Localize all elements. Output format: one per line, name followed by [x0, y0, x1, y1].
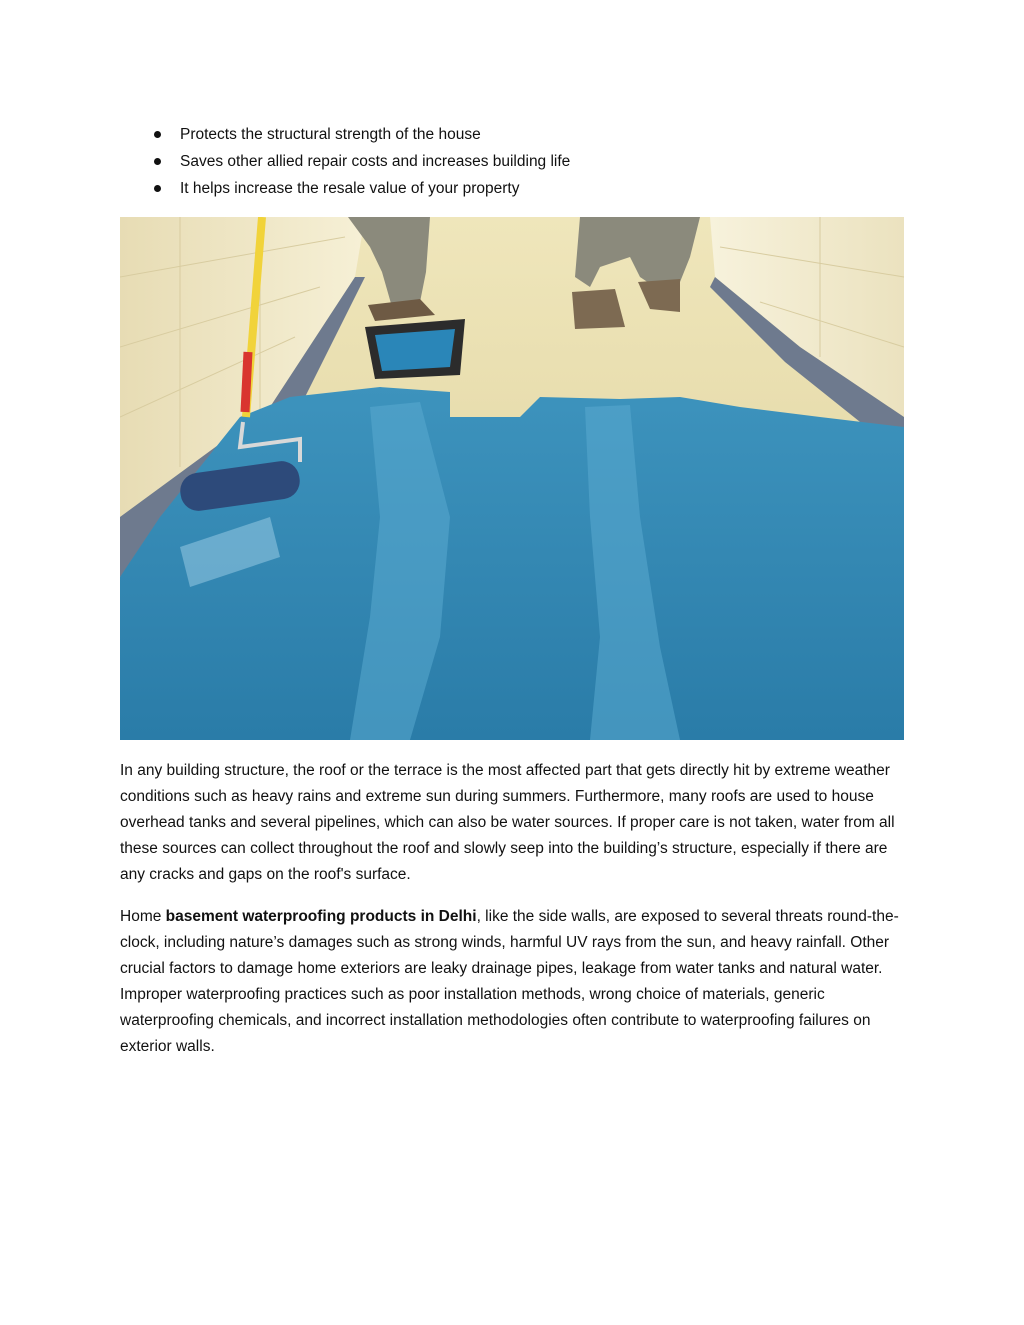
benefit-list: [148, 121, 570, 202]
walls-paragraph: Home basement waterproofing products in Delhi, like the side walls, are exposed to several threats round-the-clock, including nature’s damages such as strong winds, harmful UV rays from the sun, and heavy rainfall. Other crucial factors to damage home exteriors are leaky drainage pipes, leakage from water tanks and natural water. Improper waterproofing practices such as poor installation methods, wrong choice of materials, generic waterproofing chemicals, and incorrect installation methodologies often contribute to waterproofing failures on exterior walls.: [120, 908, 899, 1055]
bullet-icon: [154, 158, 161, 165]
list-item: Protects the structural strength of the house: [148, 121, 570, 148]
list-item: Saves other allied repair costs and increases building life: [148, 148, 570, 175]
list-item: It helps increase the resale value of your property: [148, 175, 570, 202]
roof-paragraph: In any building structure, the roof or the terrace is the most affected part that gets directly hit by extreme weather conditions such as heavy rains and extreme sun during summers. Furthermore, many roofs are used to house overhead tanks and several pipelines, which can also be water sources. If proper care is not taken, water from all these sources can collect throughout the roof and slowly seep into the building’s structure, especially if there are any cracks and gaps on the roof's surface.: [120, 762, 895, 883]
bold-keyword: basement waterproofing products in Delhi: [165, 908, 477, 925]
bullet-icon: [154, 185, 161, 192]
bullet-icon: [154, 131, 161, 138]
floor-coating-photo: [120, 217, 904, 740]
